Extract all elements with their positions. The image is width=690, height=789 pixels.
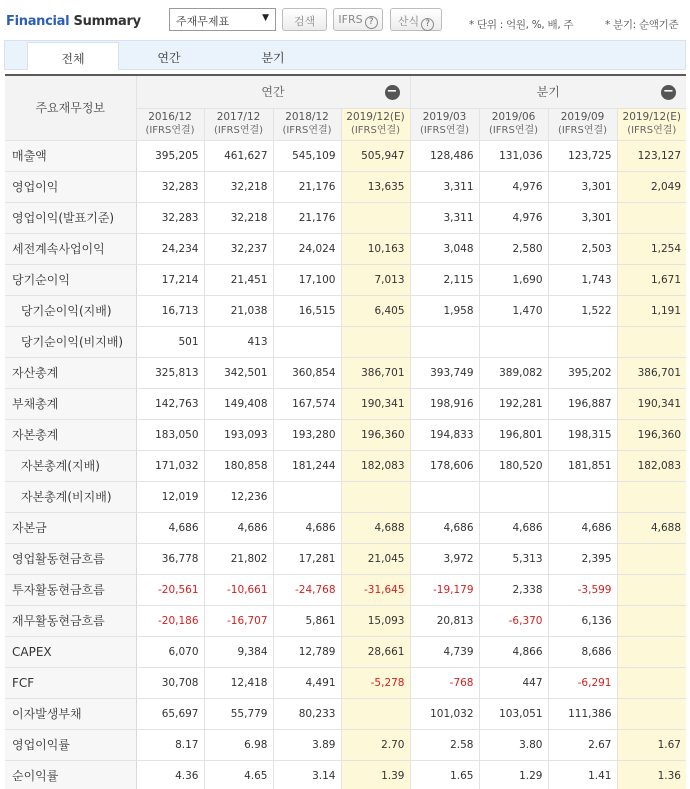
- table-cell: [479, 481, 548, 512]
- table-row: [5, 233, 686, 264]
- table-cell: -24,768: [273, 574, 341, 605]
- table-cell: 190,341: [617, 388, 686, 419]
- table-cell: 342,501: [204, 357, 273, 388]
- table-cell: 3,972: [410, 543, 479, 574]
- table-row: [5, 357, 686, 388]
- table-cell: 4,688: [341, 512, 410, 543]
- period-basis: (IFRS연결): [145, 125, 195, 136]
- table-cell: 32,283: [136, 202, 204, 233]
- table-cell: 28,661: [341, 636, 410, 667]
- table-cell: 2.67: [548, 729, 617, 760]
- table-cell: 123,725: [548, 140, 617, 171]
- table-cell: 101,032: [410, 698, 479, 729]
- period-label: 2018/12: [285, 111, 329, 123]
- table-cell: [410, 481, 479, 512]
- row-label: 자산총계: [5, 357, 136, 388]
- top-bar: [0, 0, 690, 40]
- chevron-down-icon: ▼: [262, 13, 269, 23]
- collapse-quarter-icon[interactable]: −: [661, 85, 676, 100]
- period-header: [410, 108, 479, 140]
- table-cell: 8,686: [548, 636, 617, 667]
- row-label: 영업이익: [5, 171, 136, 202]
- table-cell: 36,778: [136, 543, 204, 574]
- table-cell: 123,127: [617, 140, 686, 171]
- table-cell: -16,707: [204, 605, 273, 636]
- table-cell: 2,580: [479, 233, 548, 264]
- table-cell: 196,887: [548, 388, 617, 419]
- table-cell: 2.58: [410, 729, 479, 760]
- table-cell: 182,083: [617, 450, 686, 481]
- table-cell: 192,281: [479, 388, 548, 419]
- table-cell: [479, 326, 548, 357]
- table-cell: 4,491: [273, 667, 341, 698]
- table-cell: [617, 543, 686, 574]
- table-cell: [617, 605, 686, 636]
- row-label: 당기순이익(지배): [5, 295, 136, 326]
- table-cell: 8.17: [136, 729, 204, 760]
- table-cell: 171,032: [136, 450, 204, 481]
- table-cell: 193,280: [273, 419, 341, 450]
- table-cell: 3,301: [548, 202, 617, 233]
- table-cell: 20,813: [410, 605, 479, 636]
- table-cell: [341, 698, 410, 729]
- table-cell: 15,093: [341, 605, 410, 636]
- table-cell: 389,082: [479, 357, 548, 388]
- table-cell: 545,109: [273, 140, 341, 171]
- table-row: [5, 605, 686, 636]
- ifrs-help-button[interactable]: [333, 8, 383, 31]
- table-cell: 447: [479, 667, 548, 698]
- table-cell: 12,789: [273, 636, 341, 667]
- table-cell: 4,866: [479, 636, 548, 667]
- period-basis: (IFRS연결): [627, 125, 677, 136]
- table-cell: 3,311: [410, 202, 479, 233]
- table-cell: 325,813: [136, 357, 204, 388]
- table-cell: 1.29: [479, 760, 548, 789]
- table-cell: 395,205: [136, 140, 204, 171]
- period-basis: (IFRS연결): [282, 125, 332, 136]
- table-cell: 1.39: [341, 760, 410, 789]
- table-cell: 194,833: [410, 419, 479, 450]
- table-cell: 21,802: [204, 543, 273, 574]
- table-cell: 4,686: [410, 512, 479, 543]
- table-cell: 16,713: [136, 295, 204, 326]
- table-cell: 55,779: [204, 698, 273, 729]
- period-tabs: [4, 40, 686, 70]
- table-cell: 4,976: [479, 171, 548, 202]
- table-cell: 190,341: [341, 388, 410, 419]
- table-cell: 32,237: [204, 233, 273, 264]
- table-cell: 198,315: [548, 419, 617, 450]
- table-cell: [617, 202, 686, 233]
- table-cell: 21,176: [273, 171, 341, 202]
- table-row: [5, 760, 686, 789]
- table-row: [5, 388, 686, 419]
- table-row: [5, 729, 686, 760]
- table-cell: [617, 667, 686, 698]
- quarter-basis-note: * 분기: 순액기준: [605, 19, 679, 31]
- table-row: [5, 543, 686, 574]
- table-cell: 3,301: [548, 171, 617, 202]
- period-label: 2019/12(E): [346, 111, 405, 123]
- table-row: [5, 202, 686, 233]
- period-basis: (IFRS연결): [350, 125, 401, 136]
- row-label: 이자발생부채: [5, 698, 136, 729]
- table-cell: [617, 636, 686, 667]
- table-cell: 501: [136, 326, 204, 357]
- table-cell: 21,451: [204, 264, 273, 295]
- statement-type-value: 주재무제표: [176, 15, 230, 28]
- quarter-group-label: 분기: [536, 85, 560, 100]
- period-header: [548, 108, 617, 140]
- table-cell: -10,661: [204, 574, 273, 605]
- table-cell: 1,191: [617, 295, 686, 326]
- table-cell: 178,606: [410, 450, 479, 481]
- table-row: [5, 667, 686, 698]
- table-cell: 3,048: [410, 233, 479, 264]
- table-cell: 182,083: [341, 450, 410, 481]
- tab-all[interactable]: 전체: [27, 42, 119, 70]
- table-cell: 181,851: [548, 450, 617, 481]
- period-label: 2019/12(E): [622, 111, 681, 123]
- table-cell: 12,418: [204, 667, 273, 698]
- table-cell: 196,360: [617, 419, 686, 450]
- formula-help-button[interactable]: [390, 8, 442, 31]
- table-cell: 3.14: [273, 760, 341, 789]
- table-cell: 1,522: [548, 295, 617, 326]
- table-cell: 4,686: [136, 512, 204, 543]
- period-header: [479, 108, 548, 140]
- table-cell: 32,218: [204, 171, 273, 202]
- table-cell: 9,384: [204, 636, 273, 667]
- table-cell: 181,244: [273, 450, 341, 481]
- statement-type-select[interactable]: [169, 8, 276, 31]
- table-cell: 24,234: [136, 233, 204, 264]
- tab-annual[interactable]: 연간: [157, 51, 181, 65]
- table-cell: 128,486: [410, 140, 479, 171]
- row-label: CAPEX: [5, 636, 136, 667]
- period-basis: (IFRS연결): [488, 125, 539, 136]
- table-cell: 6,405: [341, 295, 410, 326]
- table-row: [5, 450, 686, 481]
- table-cell: [341, 202, 410, 233]
- table-row: [5, 481, 686, 512]
- table-cell: 6,070: [136, 636, 204, 667]
- table-cell: 1.36: [617, 760, 686, 789]
- corner-header: 주요재무정보: [5, 76, 136, 140]
- period-label: 2016/12: [148, 111, 192, 123]
- table-cell: 1,958: [410, 295, 479, 326]
- table-row: [5, 295, 686, 326]
- table-cell: 505,947: [341, 140, 410, 171]
- row-label: 투자활동현금흐름: [5, 574, 136, 605]
- table-cell: 1.65: [410, 760, 479, 789]
- row-label: 재무활동현금흐름: [5, 605, 136, 636]
- table-cell: 4,686: [273, 512, 341, 543]
- annual-group-header: [136, 76, 410, 108]
- row-label: 순이익률: [5, 760, 136, 789]
- table-cell: 17,214: [136, 264, 204, 295]
- row-label: 자본총계(비지배): [5, 481, 136, 512]
- table-cell: 12,019: [136, 481, 204, 512]
- table-cell: [410, 326, 479, 357]
- table-cell: 6,136: [548, 605, 617, 636]
- table-cell: 461,627: [204, 140, 273, 171]
- table-cell: 180,520: [479, 450, 548, 481]
- table-cell: 5,313: [479, 543, 548, 574]
- table-cell: 5,861: [273, 605, 341, 636]
- table-cell: 4,686: [548, 512, 617, 543]
- table-cell: -6,370: [479, 605, 548, 636]
- table-cell: 32,218: [204, 202, 273, 233]
- table-cell: [548, 481, 617, 512]
- period-label: 2019/09: [560, 111, 605, 123]
- table-cell: 180,858: [204, 450, 273, 481]
- period-header: [273, 108, 341, 140]
- table-cell: -20,561: [136, 574, 204, 605]
- table-cell: 386,701: [617, 357, 686, 388]
- table-cell: 4,688: [617, 512, 686, 543]
- table-cell: 103,051: [479, 698, 548, 729]
- table-cell: 413: [204, 326, 273, 357]
- table-cell: 12,236: [204, 481, 273, 512]
- table-cell: 360,854: [273, 357, 341, 388]
- table-cell: 183,050: [136, 419, 204, 450]
- period-header: [341, 108, 410, 140]
- table-cell: 131,036: [479, 140, 548, 171]
- table-row: [5, 140, 686, 171]
- table-cell: [273, 481, 341, 512]
- table-cell: 2,049: [617, 171, 686, 202]
- title-financial: Financial: [6, 14, 70, 29]
- period-basis: (IFRS연결): [419, 125, 470, 136]
- period-header: [136, 108, 204, 140]
- table-cell: 167,574: [273, 388, 341, 419]
- table-cell: -3,599: [548, 574, 617, 605]
- table-row: [5, 512, 686, 543]
- table-cell: [341, 481, 410, 512]
- period-basis: (IFRS연결): [557, 125, 608, 136]
- table-cell: 393,749: [410, 357, 479, 388]
- question-icon: ?: [365, 16, 378, 29]
- table-cell: 196,360: [341, 419, 410, 450]
- quarter-group-header: [410, 76, 686, 108]
- table-cell: 17,100: [273, 264, 341, 295]
- question-icon: ?: [421, 18, 434, 31]
- table-cell: 21,045: [341, 543, 410, 574]
- table-row: [5, 326, 686, 357]
- financial-summary-table: [5, 74, 686, 789]
- row-label: 세전계속사업이익: [5, 233, 136, 264]
- table-cell: 10,163: [341, 233, 410, 264]
- table-cell: 4.65: [204, 760, 273, 789]
- table-cell: 21,038: [204, 295, 273, 326]
- period-basis: (IFRS연결): [213, 125, 264, 136]
- table-cell: 21,176: [273, 202, 341, 233]
- table-cell: 111,386: [548, 698, 617, 729]
- table-cell: [548, 326, 617, 357]
- row-label: 자본총계(지배): [5, 450, 136, 481]
- unit-note: * 단위 : 억원, %, 배, 주: [469, 19, 574, 31]
- table-cell: 2,503: [548, 233, 617, 264]
- table-cell: 149,408: [204, 388, 273, 419]
- row-label: 자본금: [5, 512, 136, 543]
- table-cell: 1,690: [479, 264, 548, 295]
- table-cell: 1,671: [617, 264, 686, 295]
- table-cell: 386,701: [341, 357, 410, 388]
- table-cell: -31,645: [341, 574, 410, 605]
- tab-quarterly[interactable]: 분기: [261, 51, 285, 65]
- annual-group-label: 연간: [261, 85, 285, 100]
- table-cell: [617, 574, 686, 605]
- table-cell: 2,395: [548, 543, 617, 574]
- table-cell: [617, 698, 686, 729]
- table-row: [5, 419, 686, 450]
- table-cell: [341, 326, 410, 357]
- table-cell: 80,233: [273, 698, 341, 729]
- table-cell: -19,179: [410, 574, 479, 605]
- table-cell: 4,686: [204, 512, 273, 543]
- ifrs-label: IFRS: [338, 13, 363, 26]
- table-cell: 16,515: [273, 295, 341, 326]
- table-cell: 30,708: [136, 667, 204, 698]
- row-label: 영업활동현금흐름: [5, 543, 136, 574]
- table-cell: 2,115: [410, 264, 479, 295]
- table-row: [5, 698, 686, 729]
- table-cell: 17,281: [273, 543, 341, 574]
- table-cell: 4,739: [410, 636, 479, 667]
- period-header: [617, 108, 686, 140]
- period-label: 2019/03: [422, 111, 467, 123]
- table-cell: 7,013: [341, 264, 410, 295]
- table-cell: 3.80: [479, 729, 548, 760]
- row-label: 자본총계: [5, 419, 136, 450]
- table-cell: 3,311: [410, 171, 479, 202]
- table-cell: 4.36: [136, 760, 204, 789]
- row-label: 당기순이익: [5, 264, 136, 295]
- row-label: 영업이익(발표기준): [5, 202, 136, 233]
- row-label: FCF: [5, 667, 136, 698]
- page-title: [6, 14, 141, 29]
- table-cell: [617, 326, 686, 357]
- table-cell: 193,093: [204, 419, 273, 450]
- table-row: [5, 264, 686, 295]
- period-label: 2017/12: [216, 111, 261, 123]
- table-cell: -5,278: [341, 667, 410, 698]
- period-header: [204, 108, 273, 140]
- table-cell: 2.70: [341, 729, 410, 760]
- table-cell: 32,283: [136, 171, 204, 202]
- collapse-annual-icon[interactable]: −: [385, 85, 400, 100]
- table-cell: [273, 326, 341, 357]
- table-cell: 65,697: [136, 698, 204, 729]
- row-label: 영업이익률: [5, 729, 136, 760]
- table-cell: 6.98: [204, 729, 273, 760]
- row-label: 매출액: [5, 140, 136, 171]
- table-row: [5, 636, 686, 667]
- table-cell: 142,763: [136, 388, 204, 419]
- table-cell: -6,291: [548, 667, 617, 698]
- table-cell: -20,186: [136, 605, 204, 636]
- table-cell: 198,916: [410, 388, 479, 419]
- row-label: 당기순이익(비지배): [5, 326, 136, 357]
- table-cell: 4,976: [479, 202, 548, 233]
- title-summary: Summary: [73, 14, 141, 29]
- table-row: [5, 574, 686, 605]
- table-cell: 1,254: [617, 233, 686, 264]
- table-body: [5, 140, 686, 789]
- table-cell: 24,024: [273, 233, 341, 264]
- table-cell: 1,743: [548, 264, 617, 295]
- table-cell: 395,202: [548, 357, 617, 388]
- table-cell: 2,338: [479, 574, 548, 605]
- table-cell: 3.89: [273, 729, 341, 760]
- table-cell: [617, 481, 686, 512]
- search-button[interactable]: 검색: [282, 8, 327, 31]
- period-label: 2019/06: [491, 111, 536, 123]
- table-cell: 1.67: [617, 729, 686, 760]
- formula-label: 산식: [397, 15, 420, 28]
- table-row: [5, 171, 686, 202]
- table-cell: 13,635: [341, 171, 410, 202]
- table-cell: -768: [410, 667, 479, 698]
- row-label: 부채총계: [5, 388, 136, 419]
- table-cell: 4,686: [479, 512, 548, 543]
- table-cell: 1,470: [479, 295, 548, 326]
- table-cell: 1.41: [548, 760, 617, 789]
- table-cell: 196,801: [479, 419, 548, 450]
